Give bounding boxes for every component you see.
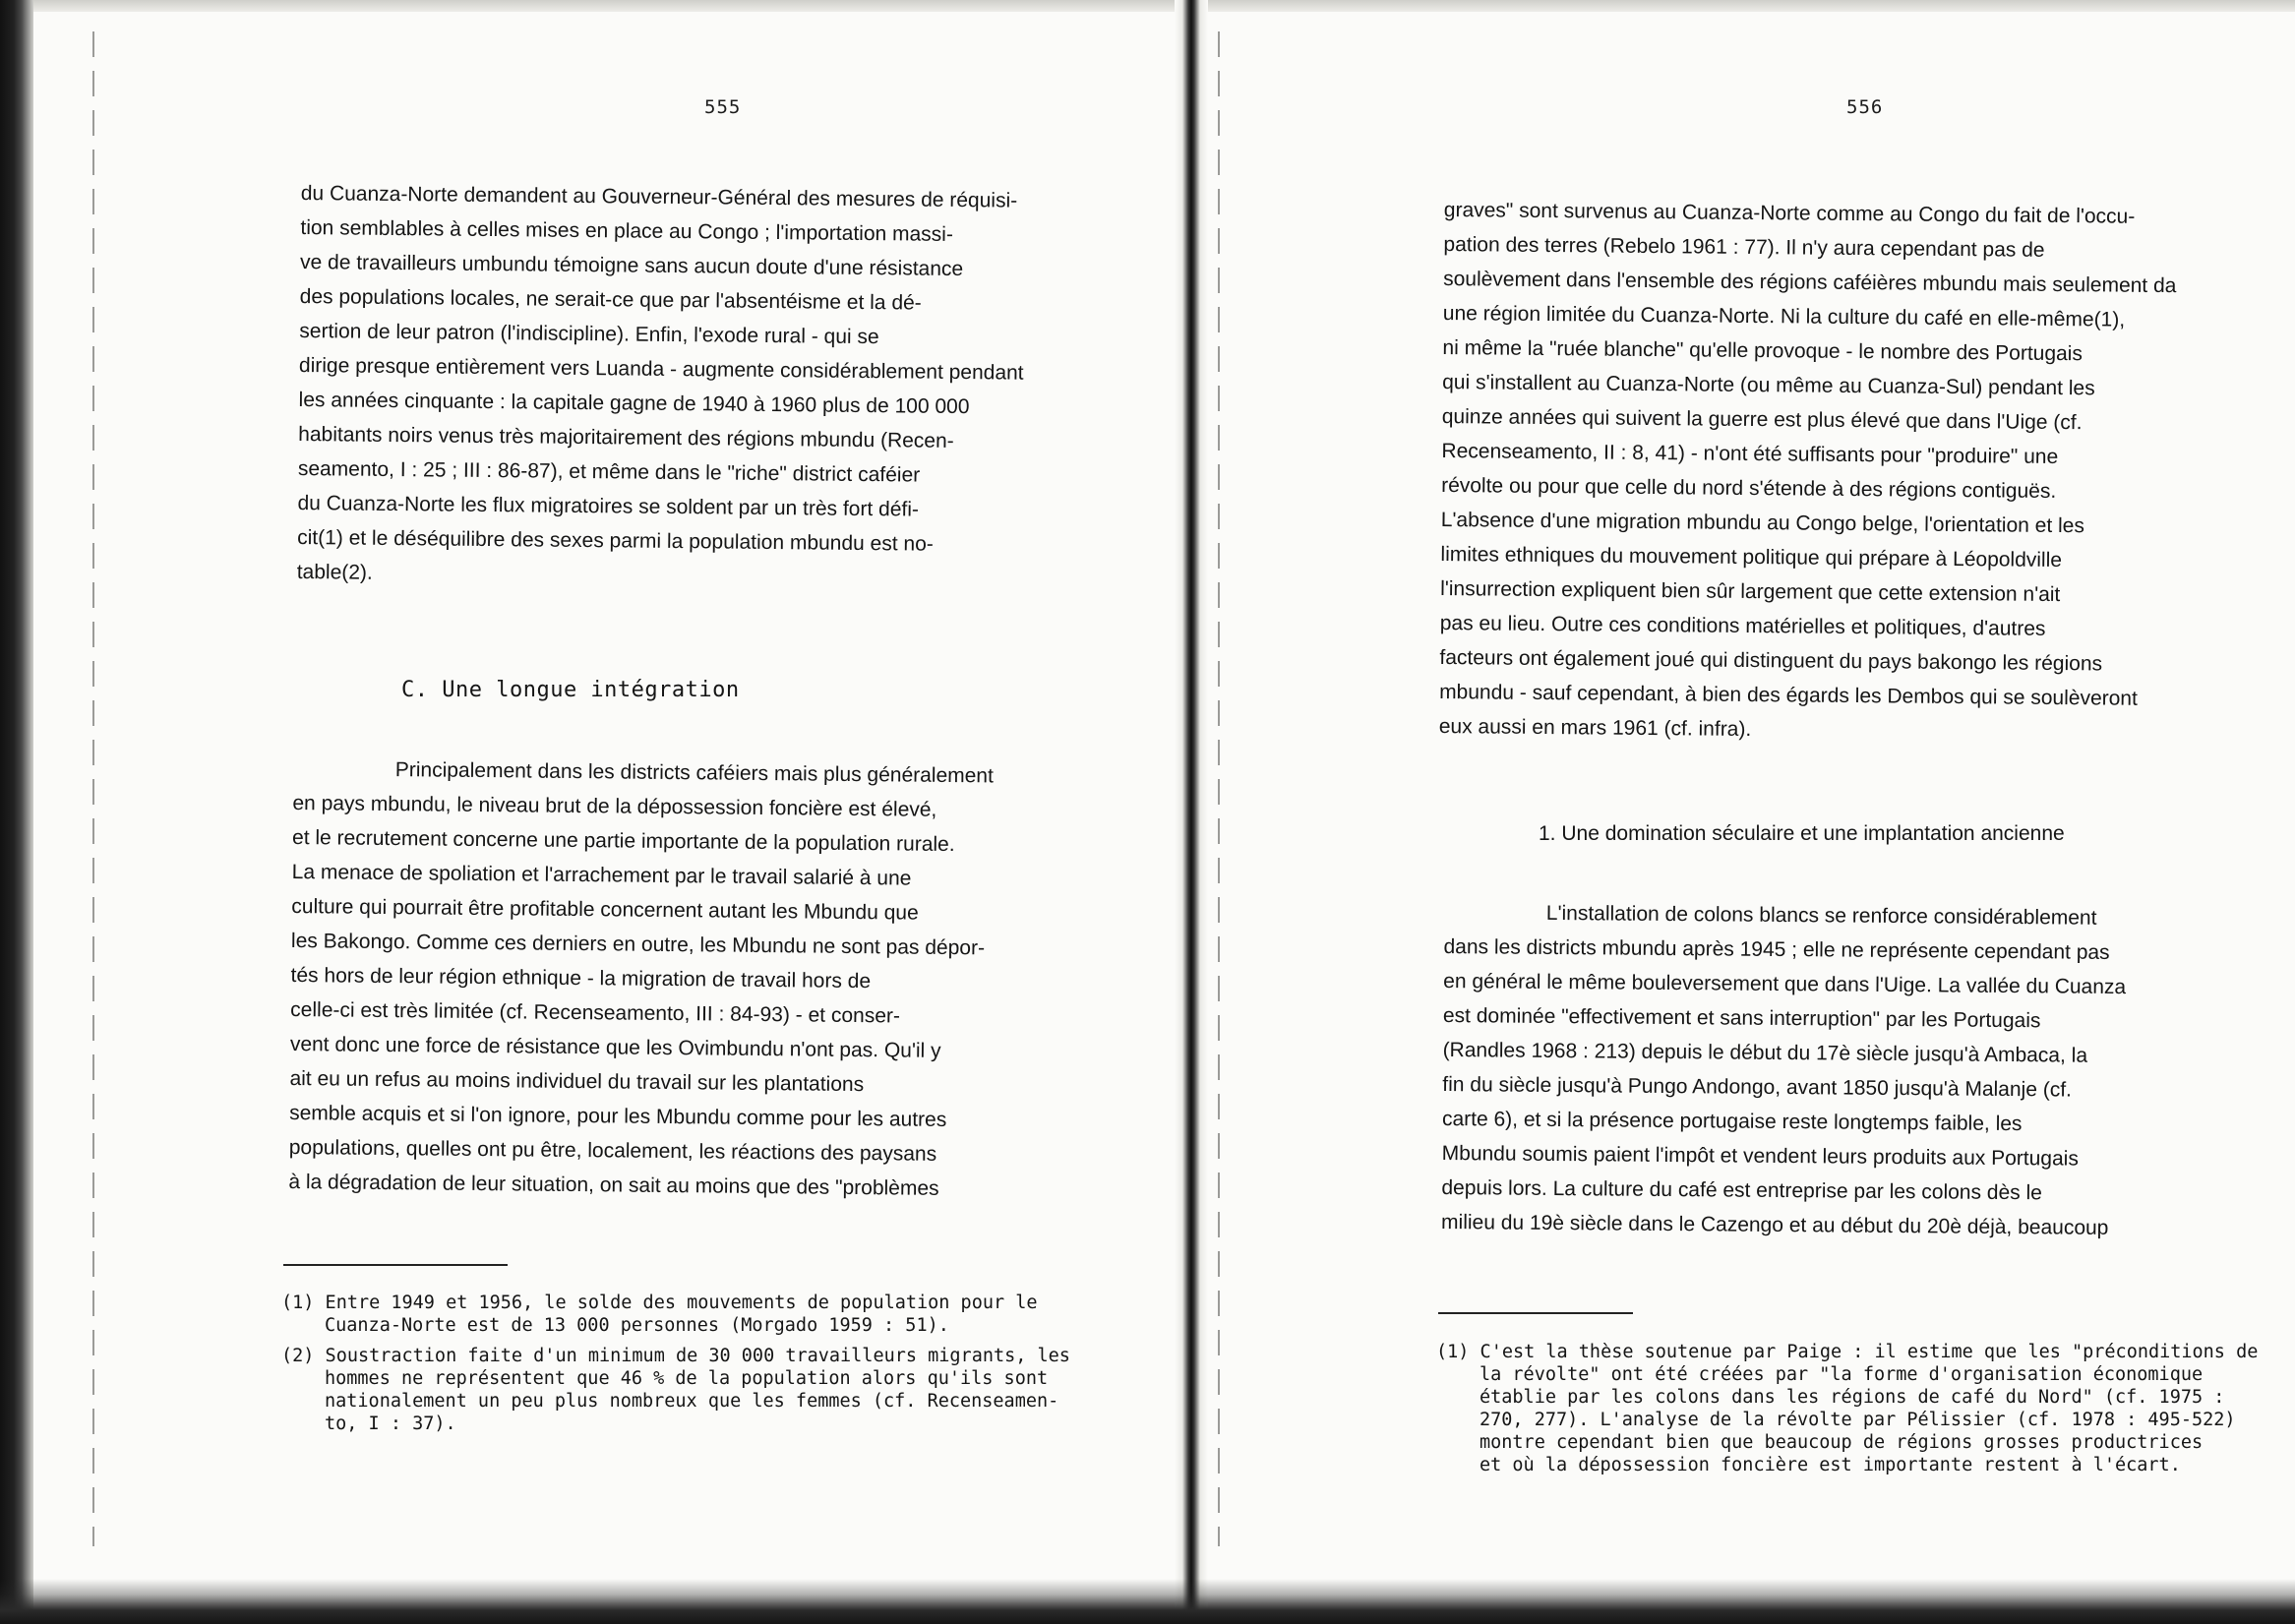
text-line: tion semblables à celles mises en place au Congo ; l'importation massi- (300, 215, 954, 246)
text-line: qui s'installent au Cuanza-Norte (ou même au Cuanza-Sul) pendant les (1442, 370, 2095, 400)
subsection-heading: 1. Une domination séculaire et une implantation ancienne (1539, 822, 2065, 845)
footnote-line: hommes ne représentent que 46 % de la population alors qu'ils sont (325, 1368, 1049, 1389)
text-line: limites ethniques du mouvement politique qui prépare à Léopoldville (1440, 542, 2063, 572)
text-line: révolte ou pour que celle du nord s'étende à des régions contiguës. (1441, 473, 2057, 503)
text-line: du Cuanza-Norte demandent au Gouverneur-Général des mesures de réquisi- (300, 181, 1018, 212)
book-gutter (1175, 0, 1208, 1624)
footnote-line: et où la dépossession foncière est importante restent à l'écart. (1480, 1455, 2181, 1475)
page-number: 556 (1846, 96, 1884, 118)
section-heading: C. Une longue intégration (401, 678, 740, 702)
footnote-line: nationalement un peu plus nombreux que les femmes (cf. Recenseamen- (325, 1391, 1059, 1412)
footnote-line: Cuanza-Norte est de 13 000 personnes (Morgado 1959 : 51). (325, 1315, 949, 1336)
text-line: des populations locales, ne serait-ce que par l'absentéisme et la dé- (299, 284, 922, 315)
text-line: Recenseamento, II : 8, 41) - n'ont été suffisants pour "produire" une (1441, 439, 2059, 469)
footnote-rule (283, 1264, 508, 1266)
text-line: mbundu - sauf cependant, à bien des égards les Dembos qui se soulèveront (1439, 680, 2138, 710)
footnote-line: (1) Entre 1949 et 1956, le solde des mouvements de population pour le (281, 1293, 1038, 1313)
text-line: pation des terres (Rebelo 1961 : 77). Il n'y aura cependant pas de (1443, 232, 2045, 262)
text-line: pas eu lieu. Outre ces conditions matérielles et politiques, d'autres (1439, 611, 2046, 640)
text-line: l'insurrection expliquent bien sûr largement que cette extension n'ait (1440, 576, 2061, 607)
right-margin-rule (1218, 31, 1220, 1546)
left-margin-rule (92, 31, 94, 1546)
right-body-paragraph (1441, 895, 2295, 1247)
text-line: sertion de leur patron (l'indiscipline). Enfin, l'exode rural - qui se (299, 319, 879, 349)
text-line: tés hors de leur région ethnique - la migration de travail hors de (290, 963, 872, 993)
text-line: vent donc une force de résistance que les Ovimbundu n'ont pas. Qu'il y (289, 1032, 941, 1062)
text-line: semble acquis et si l'on ignore, pour les Mbundu comme pour les autres (289, 1101, 947, 1131)
text-line: fin du siècle jusqu'à Pungo Andongo, avant 1850 jusqu'à Malanje (cf. (1442, 1072, 2073, 1102)
text-line: les années cinquante : la capitale gagne de 1940 à 1960 plus de 100 000 (298, 388, 970, 419)
scan-bottom-edge (0, 1579, 2295, 1624)
text-line: en pays mbundu, le niveau brut de la dépossession foncière est élevé, (292, 791, 937, 821)
text-line: milieu du 19è siècle dans le Cazengo et au début du 20è déjà, beaucoup (1440, 1210, 2109, 1239)
right-top-paragraph (1439, 193, 2295, 752)
text-line: (Randles 1968 : 213) depuis le début du 17è siècle jusqu'à Ambaca, la (1442, 1038, 2088, 1067)
text-line: Mbundu soumis paient l'impôt et vendent leurs produits aux Portugais (1441, 1141, 2080, 1171)
text-line: eux aussi en mars 1961 (cf. infra). (1438, 714, 1752, 742)
footnote-1 (281, 1292, 1167, 1337)
text-line: ait eu un refus au moins individuel du travail sur les plantations (289, 1066, 865, 1097)
footnote-1 (1436, 1341, 2282, 1476)
footnote-2 (281, 1345, 1167, 1435)
right-page (1202, 12, 2295, 1602)
text-line: les Bakongo. Comme ces derniers en outre, les Mbundu ne sont pas dépor- (290, 929, 986, 960)
right-footnotes (1436, 1341, 2282, 1484)
text-line: L'absence d'une migration mbundu au Congo belge, l'orientation et les (1440, 508, 2085, 538)
text-line: habitants noirs venus très majoritairement des régions mbundu (Recen- (298, 422, 954, 452)
text-line: culture qui pourrait être profitable concernent autant les Mbundu que (291, 894, 919, 925)
text-line: à la dégradation de leur situation, on sait au moins que des "problèmes (288, 1170, 939, 1200)
footnote-line: établie par les colons dans les régions de café du Nord" (cf. 1975 : (1480, 1387, 2225, 1408)
footnote-line: la révolte" ont été créées par "la forme d'organisation économique (1480, 1364, 2204, 1385)
text-line: ni même la "ruée blanche" qu'elle provoque - le nombre des Portugais (1442, 335, 2084, 366)
text-line: facteurs ont également joué qui distinguent du pays bakongo les régions (1439, 645, 2103, 676)
text-line: populations, quelles ont pu être, localement, les réactions des paysans (288, 1135, 937, 1166)
footnote-line: montre cependant bien que beaucoup de régions grosses productrices (1480, 1432, 2204, 1453)
footnote-line: (2) Soustraction faite d'un minimum de 30 000 travailleurs migrants, les (281, 1346, 1070, 1366)
text-line: et le recrutement concerne une partie importante de la population rurale. (291, 825, 955, 857)
text-line: La menace de spoliation et l'arrachement par le travail salarié à une (291, 860, 912, 890)
left-body-paragraph (288, 752, 1178, 1208)
page-number: 555 (704, 96, 742, 118)
footnote-line: 270, 277). L'analyse de la révolte par Pélissier (cf. 1978 : 495-522) (1480, 1410, 2236, 1430)
footnote-rule (1438, 1312, 1633, 1314)
text-line: ve de travailleurs umbundu témoigne sans aucun doute d'une résistance (299, 250, 964, 281)
text-line: cit(1) et le déséquilibre des sexes parmi la population mbundu est no- (297, 525, 934, 556)
text-line: seamento, I : 25 ; III : 86-87), et même dans le "riche" district caféier (297, 456, 921, 487)
left-page (30, 12, 1182, 1602)
text-line: une région limitée du Cuanza-Norte. Ni la culture du café en elle-même(1), (1442, 301, 2126, 331)
left-footnotes (281, 1292, 1167, 1443)
left-top-paragraph (297, 176, 1167, 598)
text-line: Principalement dans les districts caféiers mais plus généralement (394, 758, 995, 788)
text-line: quinze années qui suivent la guerre est plus élevé que dans l'Uige (cf. (1441, 404, 2083, 435)
text-line: carte 6), et si la présence portugaise reste longtemps faible, les (1441, 1107, 2023, 1136)
text-line: est dominée "effectivement et sans interruption" par les Portugais (1442, 1003, 2041, 1033)
footnote-line: (1) C'est la thèse soutenue par Paige : il estime que les "préconditions de (1436, 1342, 2259, 1362)
text-line: du Cuanza-Norte les flux migratoires se soldent par un très fort défi- (297, 491, 920, 521)
text-line: soulèvement dans l'ensemble des régions caféières mbundu mais seulement da (1443, 267, 2177, 298)
text-line: graves" sont survenus au Cuanza-Norte comme au Congo du fait de l'occu- (1443, 198, 2136, 228)
text-line: L'installation de colons blancs se renforce considérablement (1545, 901, 2097, 930)
footnote-line: to, I : 37). (325, 1413, 456, 1434)
text-line: table(2). (296, 560, 373, 584)
text-line: en général le même bouleversement que dans l'Uige. La vallée du Cuanza (1443, 969, 2127, 999)
text-line: depuis lors. La culture du café est entreprise par les colons dès le (1441, 1175, 2042, 1205)
scan-left-edge (0, 0, 33, 1624)
text-line: dans les districts mbundu après 1945 ; elle ne représente cependant pas (1443, 934, 2110, 964)
text-line: dirige presque entièrement vers Luanda - augmente considérablement pendant (298, 353, 1024, 385)
text-line: celle-ci est très limitée (cf. Recenseamento, III : 84-93) - et conser- (290, 997, 901, 1028)
